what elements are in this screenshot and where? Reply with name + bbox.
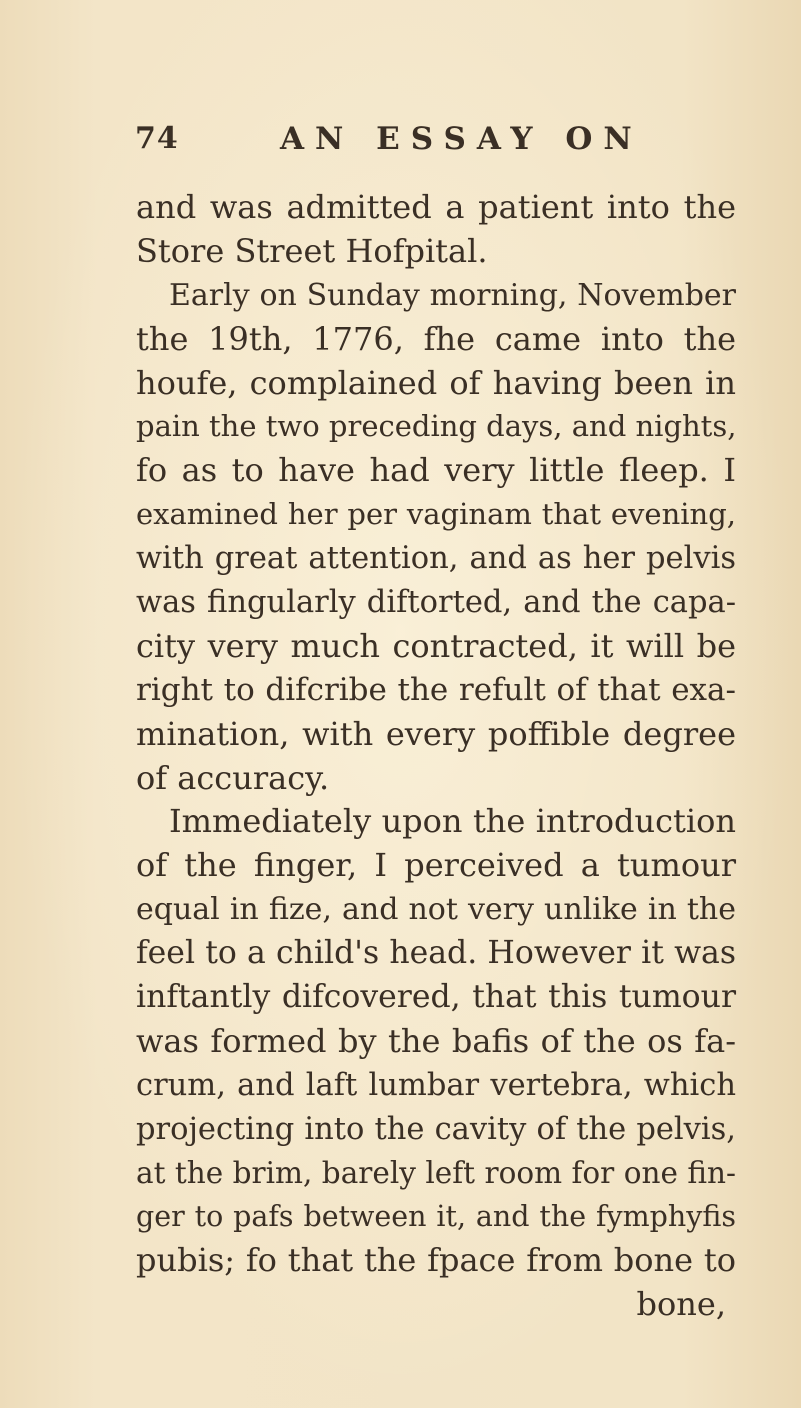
text-line: crum, and laft lumbar vertebra, which — [136, 1067, 736, 1103]
page-number: 74 — [135, 121, 179, 156]
text-line: inftantly difcovered, that this tumour — [136, 979, 736, 1016]
text-line: at the brim, barely left room for one fin- — [136, 1155, 736, 1190]
text-line: Store Street Hofpital. — [136, 231, 488, 270]
text-line: of the finger, I perceived a tumour — [136, 846, 736, 885]
text-line: Immediately upon the introduction — [169, 802, 736, 841]
text-line: pain the two preceding days, and nights, — [136, 409, 737, 444]
running-title: AN ESSAY ON — [280, 121, 643, 157]
running-head — [0, 117, 801, 161]
body-text — [136, 186, 736, 1327]
text-line: city very much contracted, it will be — [136, 626, 736, 665]
text-line: was formed by the bafis of the os fa- — [136, 1021, 736, 1060]
catchword: bone, — [636, 1285, 726, 1324]
text-line: Early on Sunday morning, November — [169, 277, 736, 313]
text-line: the 19th, 1776, fhe came into the — [136, 319, 736, 358]
text-line: ger to pafs between it, and the fymphyfis — [136, 1200, 736, 1234]
text-line: pubis; fo that the fpace from bone to — [136, 1241, 736, 1280]
text-line: projecting into the cavity of the pelvis, — [136, 1111, 736, 1147]
text-line: was fingularly diftorted, and the capa- — [136, 585, 736, 621]
text-line: and was admitted a patient into the — [136, 188, 736, 226]
text-line: houfe, complained of having been in — [136, 363, 736, 402]
text-line: examined her per vaginam that evening, — [136, 497, 736, 532]
text-line: feel to a child's head. However it was — [136, 935, 736, 972]
text-line: equal in fize, and not very unlike in the — [136, 892, 736, 928]
text-line: mination, with every poffible degree — [136, 714, 736, 753]
text-line: of accuracy. — [136, 758, 330, 797]
text-line: fo as to have had very little fleep. I — [136, 451, 736, 490]
text-line: with great attention, and as her pelvis — [136, 541, 736, 577]
text-line: right to difcribe the refult of that exa- — [136, 671, 736, 708]
